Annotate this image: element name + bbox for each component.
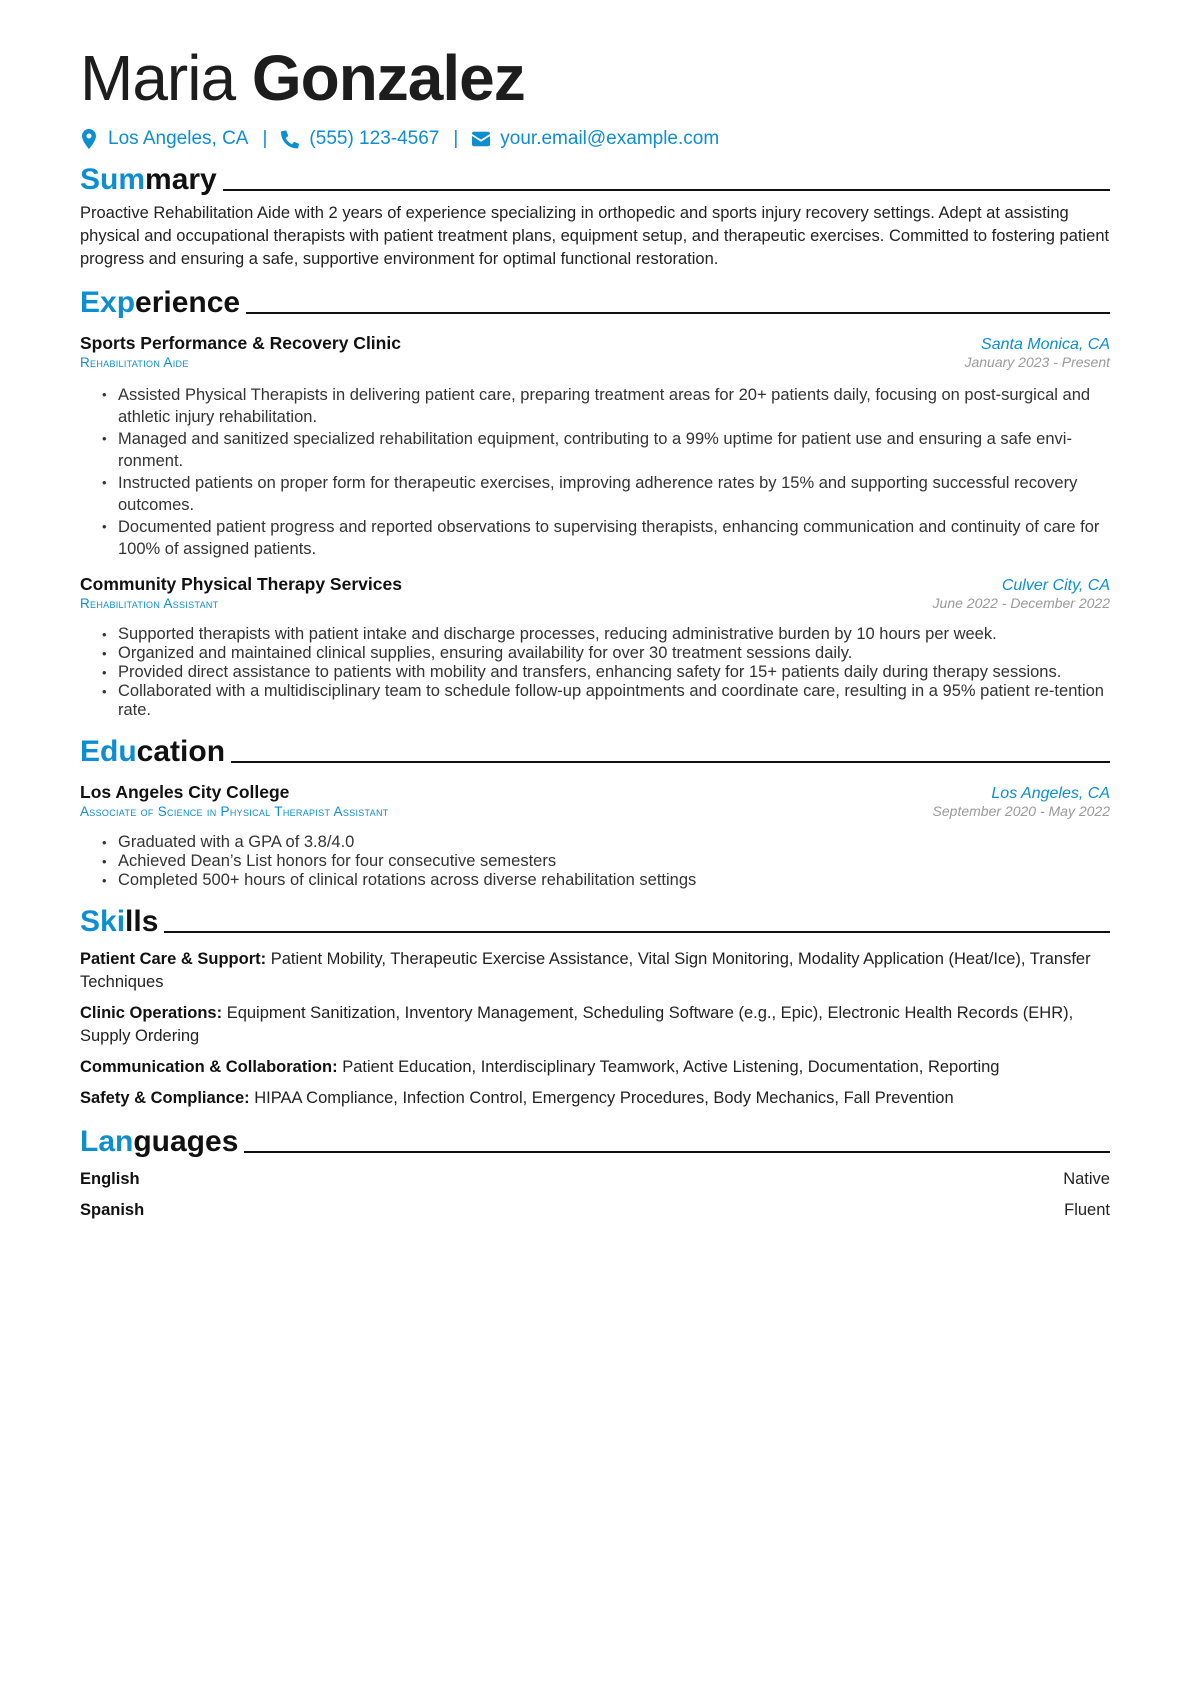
location-text: Los Angeles, CA [108, 128, 249, 149]
school-name: Los Angeles City College [80, 782, 290, 802]
contact-email[interactable] [472, 128, 719, 150]
language-name: English [80, 1170, 140, 1188]
first-name: Maria [80, 42, 236, 114]
section-rule [244, 1151, 1110, 1153]
skill-category: Safety & Compliance: [80, 1089, 250, 1107]
skill-group [80, 1087, 1110, 1110]
job-bullets [80, 625, 1110, 720]
skills-heading [80, 904, 1110, 940]
section-rule [246, 312, 1110, 314]
candidate-name [80, 40, 1110, 116]
skill-category: Patient Care & Support: [80, 950, 267, 968]
summary-heading [80, 162, 1110, 198]
contact-location [80, 128, 248, 150]
job-dates: January 2023 - Present [964, 354, 1110, 370]
experience-entry [80, 333, 1110, 560]
skill-category: Communication & Collaboration: [80, 1058, 338, 1076]
experience-entry [80, 574, 1110, 720]
skill-group [80, 1002, 1110, 1048]
job-location: Santa Monica, CA [981, 336, 1110, 353]
section-title: Summary [80, 163, 217, 196]
summary-text: Proactive Rehabilitation Aide with 2 years of experience specializing in orthopedic and sports injury recovery settings. Adept at assisting physical and occupational therapists with patient treatment plans, equipment setup, and therapeutic exercises. Committed to fostering patient progress and ensuring a safe, supportive environment for optimal functional restoration. [80, 204, 1110, 268]
section-title: Experience [80, 286, 241, 319]
skill-list: Equipment Sanitization, Inventory Management, Scheduling Software (e.g., Epic), Electronic Health Records (EHR), Supply Ordering [80, 1004, 1074, 1045]
bullet-item: • Collaborated with a multidisciplinary team to schedule follow-up appointments and coordinate care, resulting in a 95% patient re-tention rate. [118, 682, 1110, 720]
job-title: Rehabilitation Assistant [80, 596, 219, 611]
skill-list: HIPAA Compliance, Infection Control, Emergency Procedures, Body Mechanics, Fall Prevention [254, 1089, 954, 1107]
contact-separator: | [262, 128, 268, 149]
contact-bar [80, 128, 1110, 150]
phone-icon [281, 129, 299, 149]
skill-group [80, 948, 1110, 994]
envelope-icon [472, 129, 490, 149]
bullet-item: • Graduated with a GPA of 3.8/4.0 [118, 833, 1110, 852]
email-text: your.email@example.com [500, 128, 720, 149]
bullet-item: • Provided direct assistance to patients with mobility and transfers, enhancing safety for 15+ patients daily during therapy sessions. [118, 663, 1110, 682]
section-title: Education [80, 735, 226, 768]
contact-phone[interactable] [281, 128, 439, 150]
bullet-item: • Organized and maintained clinical supplies, ensuring availability for over 30 treatment sessions daily. [118, 644, 1110, 663]
languages-heading [80, 1124, 1110, 1160]
experience-heading [80, 285, 1110, 321]
skill-list: Patient Education, Interdisciplinary Teamwork, Active Listening, Documentation, Reporting [342, 1058, 1000, 1076]
education-bullets [80, 833, 1110, 890]
map-marker-icon [80, 129, 98, 149]
employer-name: Sports Performance & Recovery Clinic [80, 333, 401, 353]
education-heading [80, 734, 1110, 770]
section-title: Languages [80, 1125, 239, 1158]
section-rule [223, 189, 1110, 191]
language-level: Fluent [1064, 1201, 1110, 1219]
skill-group [80, 1056, 1110, 1079]
bullet-item: • Instructed patients on proper form for therapeutic exercises, improving adherence rates by 15% and supporting successful recovery outcomes. [118, 472, 1110, 516]
contact-separator: | [453, 128, 459, 149]
last-name: Gonzalez [251, 42, 525, 114]
section-rule [164, 931, 1110, 933]
language-level: Native [1063, 1170, 1110, 1188]
language-row [80, 1199, 1110, 1222]
job-dates: June 2022 - December 2022 [932, 595, 1110, 611]
phone-text: (555) 123-4567 [309, 128, 440, 149]
bullet-item: • Supported therapists with patient intake and discharge processes, reducing administrative burden by 10 hours per week. [118, 625, 1110, 644]
education-entry [80, 782, 1110, 890]
skill-category: Clinic Operations: [80, 1004, 223, 1022]
section-title: Skills [80, 905, 159, 938]
school-location: Los Angeles, CA [991, 785, 1110, 802]
job-bullets [80, 384, 1110, 560]
bullet-item: • Managed and sanitized specialized rehabilitation equipment, contributing to a 99% uptime for patient use and ensuring a safe envi-ronment. [118, 428, 1110, 472]
job-title: Rehabilitation Aide [80, 355, 189, 370]
degree-title: Associate of Science in Physical Therapist Assistant [80, 804, 389, 819]
bullet-item: • Assisted Physical Therapists in delivering patient care, preparing treatment areas for 20+ patients daily, focusing on post-surgical and athletic injury rehabilitation. [118, 384, 1110, 428]
language-row [80, 1168, 1110, 1191]
section-rule [231, 761, 1110, 763]
skill-list: Patient Mobility, Therapeutic Exercise Assistance, Vital Sign Monitoring, Modality Application (Heat/Ice), Transfer Techniques [80, 950, 1091, 991]
bullet-item: • Completed 500+ hours of clinical rotations across diverse rehabilitation settings [118, 871, 1110, 890]
bullet-item: • Documented patient progress and reported observations to supervising therapists, enhancing communication and continuity of care for 100% of assigned patients. [118, 516, 1110, 560]
language-name: Spanish [80, 1201, 145, 1219]
school-dates: September 2020 - May 2022 [932, 803, 1110, 819]
bullet-item: • Achieved Dean’s List honors for four consecutive semesters [118, 852, 1110, 871]
job-location: Culver City, CA [1001, 577, 1110, 594]
employer-name: Community Physical Therapy Services [80, 574, 402, 594]
